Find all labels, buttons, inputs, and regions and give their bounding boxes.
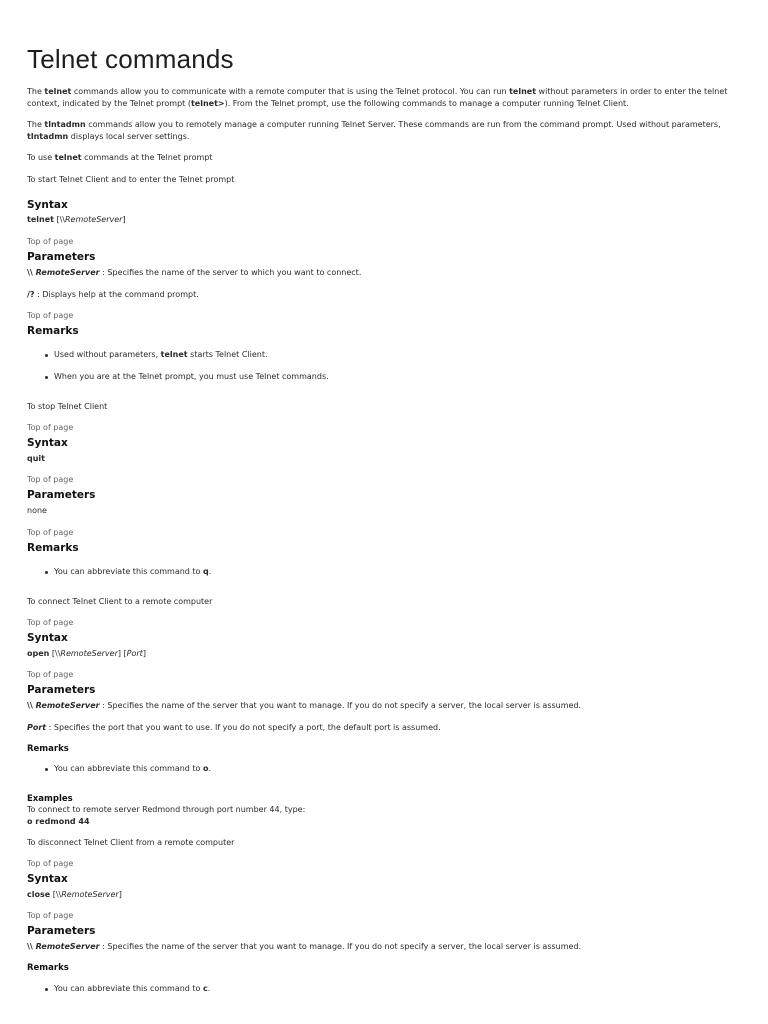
top-of-page-link[interactable]: Top of page xyxy=(27,528,74,537)
parameters-heading: Parameters xyxy=(27,489,96,501)
param-port: Port : Specifies the port that you want to use. If you do not specify a port, the default port is assumed. xyxy=(27,723,441,732)
top-of-page-link[interactable]: Top of page xyxy=(27,859,74,868)
bullet-icon xyxy=(45,988,48,991)
remarks-heading: Remarks xyxy=(27,744,69,754)
top-of-page-link[interactable]: Top of page xyxy=(27,670,74,679)
section-heading-disconnect: To disconnect Telnet Client from a remote computer xyxy=(27,838,235,847)
example-text: To connect to remote server Redmond through port number 44, type: xyxy=(27,805,306,814)
top-of-page-link[interactable]: Top of page xyxy=(27,911,74,920)
bullet-icon xyxy=(45,768,48,771)
syntax-close: close [\\RemoteServer] xyxy=(27,890,122,899)
list-item: You can abbreviate this command to c. xyxy=(27,983,210,995)
top-of-page-link[interactable]: Top of page xyxy=(27,237,74,246)
param-remoteserver: \\ RemoteServer : Specifies the name of the server to which you want to connect. xyxy=(27,268,362,277)
top-of-page-link[interactable]: Top of page xyxy=(27,423,74,432)
syntax-heading: Syntax xyxy=(27,199,68,211)
syntax-heading: Syntax xyxy=(27,437,68,449)
syntax-open: open [\\RemoteServer] [Port] xyxy=(27,649,146,658)
list-item: You can abbreviate this command to q. xyxy=(27,566,211,578)
bullet-icon xyxy=(45,571,48,574)
list-item: You can abbreviate this command to o. xyxy=(27,763,211,775)
param-none: none xyxy=(27,506,47,515)
intro-paragraph-tlntadmn: The tlntadmn commands allow you to remotely manage a computer running Telnet Server. These commands are run from the command prompt. Used without parameters, tlntadmn displays local server settings. xyxy=(27,120,721,141)
list-item: Used without parameters, telnet starts Telnet Client. xyxy=(27,349,268,361)
section-heading-start: To start Telnet Client and to enter the Telnet prompt xyxy=(27,175,235,184)
intro-use-telnet: To use telnet commands at the Telnet prompt xyxy=(27,153,213,162)
param-remoteserver: \\ RemoteServer : Specifies the name of the server that you want to manage. If you do not specify a server, the local server is assumed. xyxy=(27,942,582,951)
top-of-page-link[interactable]: Top of page xyxy=(27,311,74,320)
syntax-quit: quit xyxy=(27,454,45,463)
param-help: /? : Displays help at the command prompt. xyxy=(27,290,199,299)
list-item: When you are at the Telnet prompt, you must use Telnet commands. xyxy=(27,371,329,383)
top-of-page-link[interactable]: Top of page xyxy=(27,475,74,484)
example-command: o redmond 44 xyxy=(27,817,90,826)
section-heading-stop: To stop Telnet Client xyxy=(27,402,108,411)
syntax-telnet: telnet [\\RemoteServer] xyxy=(27,215,126,224)
remarks-heading: Remarks xyxy=(27,542,79,554)
param-remoteserver: \\ RemoteServer : Specifies the name of the server that you want to manage. If you do not specify a server, the local server is assumed. xyxy=(27,701,582,710)
remarks-heading: Remarks xyxy=(27,963,69,973)
parameters-heading: Parameters xyxy=(27,251,96,263)
section-heading-connect: To connect Telnet Client to a remote computer xyxy=(27,597,213,606)
bullet-icon xyxy=(45,376,48,379)
syntax-heading: Syntax xyxy=(27,632,68,644)
parameters-heading: Parameters xyxy=(27,684,96,696)
intro-paragraph-telnet: The telnet commands allow you to communicate with a remote computer that is using the Telnet protocol. You can run telnet without parameters in order to enter the telnet context, indicated by the Telnet prompt (telnet>). From the Telnet prompt, use the following commands to manage a computer running Telnet Client. xyxy=(27,87,728,108)
examples-heading: Examples xyxy=(27,794,73,804)
remarks-heading: Remarks xyxy=(27,325,79,337)
page-title: Telnet commands xyxy=(27,44,234,74)
bullet-icon xyxy=(45,354,48,357)
parameters-heading: Parameters xyxy=(27,925,96,937)
syntax-heading: Syntax xyxy=(27,873,68,885)
top-of-page-link[interactable]: Top of page xyxy=(27,618,74,627)
